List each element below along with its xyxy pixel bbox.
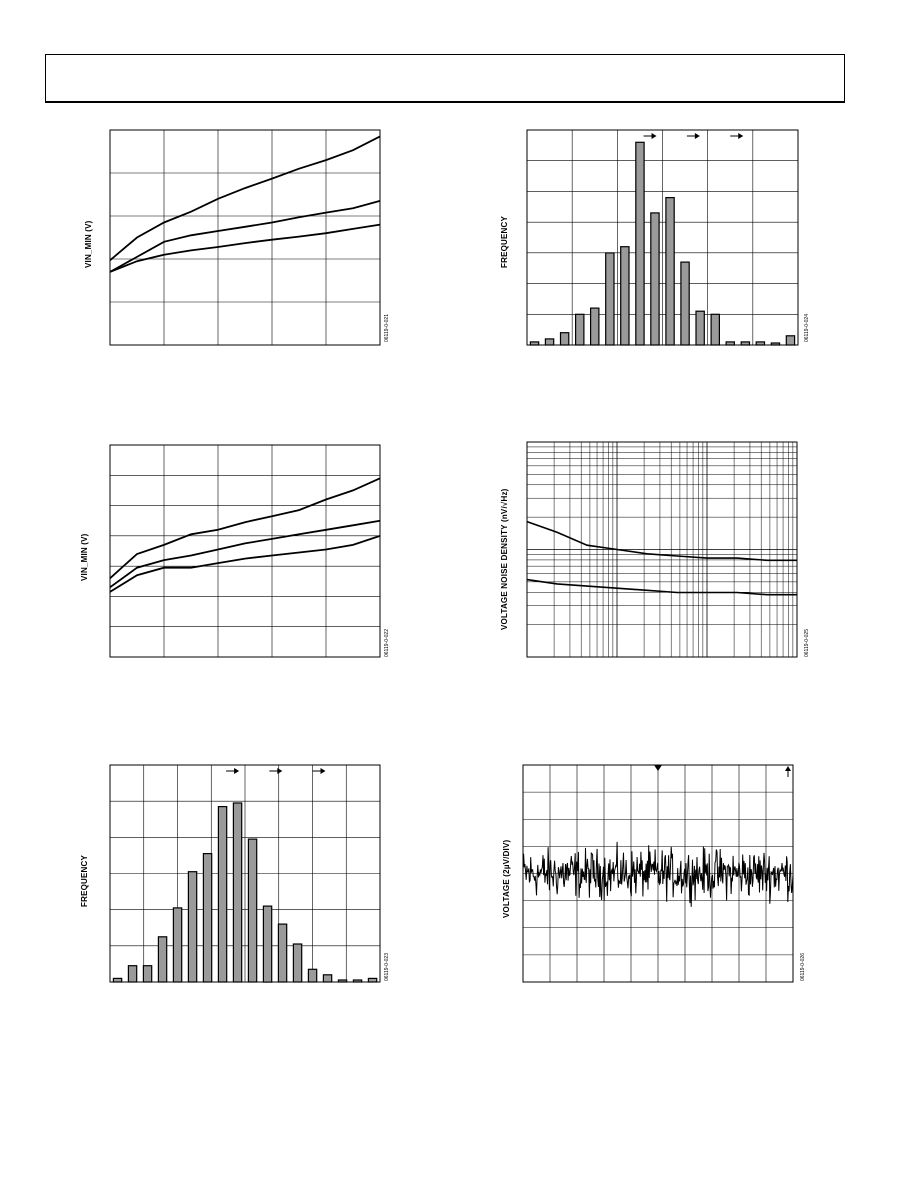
arrow-head bbox=[277, 768, 282, 774]
histogram-bar bbox=[696, 311, 704, 345]
chart-noise-time bbox=[490, 755, 830, 995]
plot-frame bbox=[110, 445, 380, 657]
histogram-bar bbox=[233, 803, 241, 982]
chart-vin-min-1-figure-id: 06119-0-021 bbox=[384, 314, 390, 342]
histogram-bar bbox=[636, 142, 644, 345]
chart-histogram-1-ylabel: FREQUENCY bbox=[500, 215, 509, 268]
histogram-bar bbox=[323, 975, 331, 982]
chart-vin-min-2-ylabel: VIN_MIN (V) bbox=[80, 533, 89, 581]
histogram-bar bbox=[218, 807, 226, 982]
histogram-bar bbox=[353, 980, 361, 982]
histogram-bar bbox=[248, 839, 256, 982]
histogram-bar bbox=[530, 342, 538, 345]
series-line-3 bbox=[110, 225, 380, 272]
histogram-bar bbox=[308, 969, 316, 982]
arrow-head bbox=[738, 133, 743, 139]
histogram-bar bbox=[651, 213, 659, 345]
trigger-level-marker bbox=[785, 766, 791, 771]
arrow-head bbox=[652, 133, 657, 139]
chart-vin-min-1 bbox=[70, 120, 410, 360]
chart-vin-min-1-svg bbox=[70, 120, 410, 360]
series-line-2 bbox=[110, 521, 380, 588]
histogram-bar bbox=[143, 966, 151, 982]
histogram-bar bbox=[173, 908, 181, 982]
chart-histogram-2-svg bbox=[70, 755, 410, 995]
arrow-head bbox=[695, 133, 700, 139]
histogram-bar bbox=[606, 253, 614, 345]
chart-vin-min-1-ylabel: VIN_MIN (V) bbox=[84, 220, 93, 268]
histogram-bar bbox=[545, 339, 553, 345]
histogram-bar bbox=[368, 978, 376, 982]
chart-histogram-1 bbox=[490, 120, 830, 360]
histogram-bar bbox=[188, 872, 196, 982]
chart-vin-min-2-figure-id: 06119-0-022 bbox=[384, 629, 390, 657]
trigger-marker bbox=[654, 765, 662, 771]
chart-noise-density-svg bbox=[490, 435, 830, 675]
histogram-bar bbox=[113, 978, 121, 982]
series-line-2 bbox=[110, 201, 380, 272]
histogram-bar bbox=[128, 966, 136, 982]
histogram-bar bbox=[203, 854, 211, 982]
chart-vin-min-2-svg bbox=[70, 435, 410, 675]
plot-frame bbox=[110, 130, 380, 345]
chart-noise-density bbox=[490, 435, 830, 675]
chart-noise-density-figure-id: 06119-0-025 bbox=[804, 629, 810, 657]
chart-noise-time-svg bbox=[490, 755, 830, 995]
histogram-bar bbox=[756, 342, 764, 345]
page-header-box bbox=[45, 54, 845, 103]
histogram-bar bbox=[621, 247, 629, 345]
chart-histogram-2 bbox=[70, 755, 410, 995]
histogram-bar bbox=[278, 924, 286, 982]
chart-histogram-2-ylabel: FREQUENCY bbox=[80, 854, 89, 907]
chart-histogram-1-svg bbox=[490, 120, 830, 360]
histogram-bar bbox=[591, 308, 599, 345]
chart-histogram-1-figure-id: 06119-0-024 bbox=[804, 314, 810, 342]
series-line-1 bbox=[110, 136, 380, 260]
histogram-bar bbox=[771, 343, 779, 345]
histogram-bar bbox=[726, 342, 734, 345]
histogram-bar bbox=[786, 336, 794, 345]
chart-noise-density-ylabel: VOLTAGE NOISE DENSITY (nV/√Hz) bbox=[500, 488, 509, 630]
histogram-bar bbox=[741, 342, 749, 345]
histogram-bar bbox=[681, 262, 689, 345]
histogram-bar bbox=[263, 906, 271, 982]
histogram-bar bbox=[666, 198, 674, 345]
arrow-head bbox=[234, 768, 239, 774]
chart-vin-min-2 bbox=[70, 435, 410, 675]
histogram-bar bbox=[711, 314, 719, 345]
chart-histogram-2-figure-id: 06119-0-023 bbox=[384, 953, 390, 981]
chart-noise-time-figure-id: 06119-0-026 bbox=[800, 953, 806, 981]
histogram-bar bbox=[338, 980, 346, 982]
histogram-bar bbox=[158, 937, 166, 982]
arrow-head bbox=[321, 768, 326, 774]
chart-noise-time-ylabel: VOLTAGE (2µV/DIV) bbox=[502, 839, 511, 918]
histogram-bar bbox=[576, 314, 584, 345]
histogram-bar bbox=[293, 944, 301, 982]
histogram-bar bbox=[561, 333, 569, 345]
